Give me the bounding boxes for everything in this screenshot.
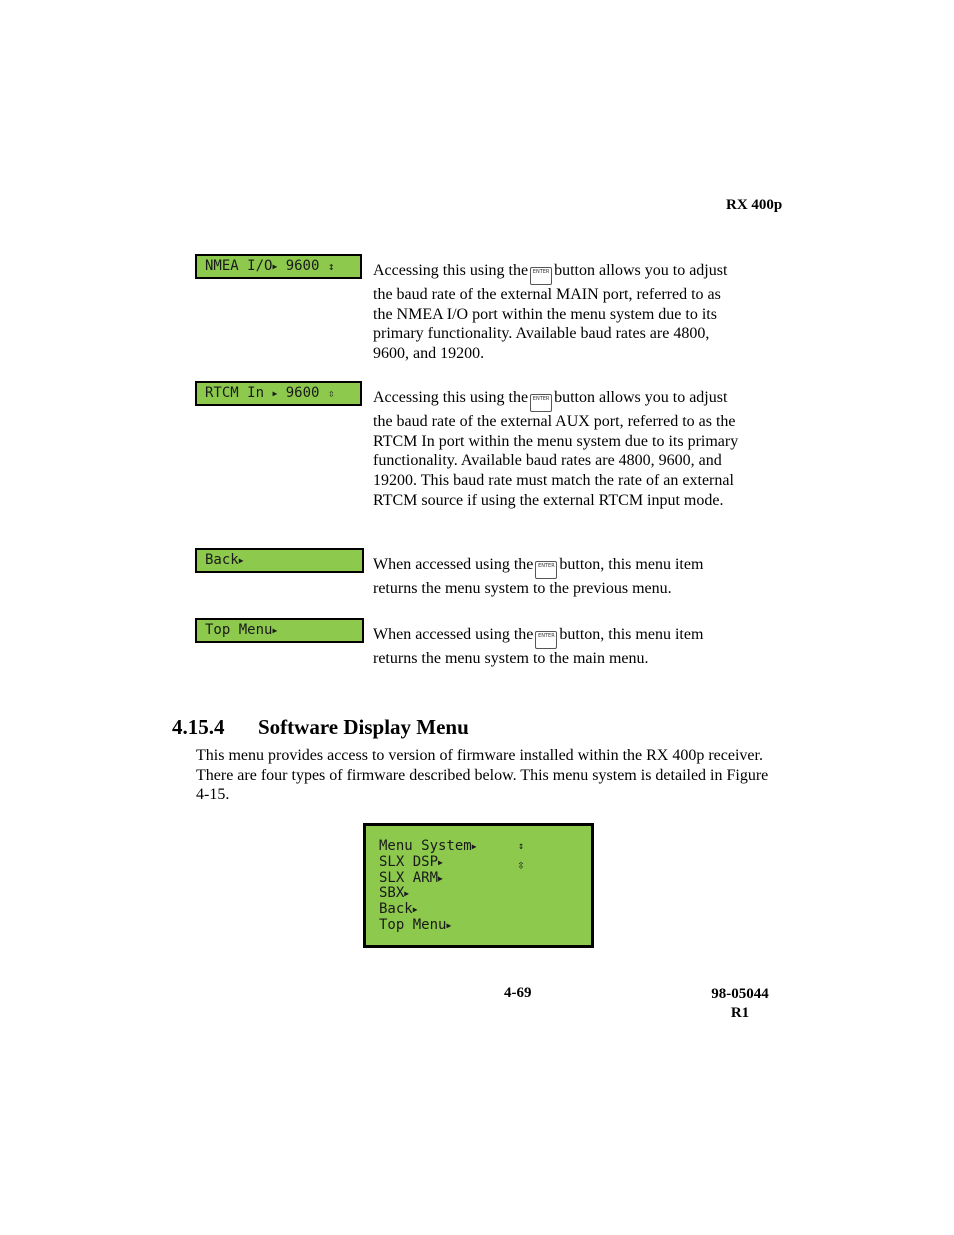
arrow-right-icon: ▶ <box>272 262 278 271</box>
desc-text: button, this menu item returns the menu system to the previous menu. <box>373 556 704 597</box>
lcd-line <box>379 871 591 887</box>
scroll-indicator-icon: ⇳ <box>517 858 525 873</box>
lcd-line <box>379 886 591 902</box>
lcd-back <box>195 548 364 573</box>
arrow-right-icon: ▶ <box>438 857 443 867</box>
lcd-line-text: SLX DSP <box>379 853 439 870</box>
document-number <box>700 985 780 1023</box>
doc-revision: R1 <box>730 1005 750 1021</box>
arrow-right-icon: ▶ <box>272 626 278 635</box>
lcd-line-text: Top Menu <box>379 916 447 933</box>
lcd-value: 9600 <box>285 258 320 274</box>
desc-text: When accessed using the <box>373 626 534 643</box>
lcd-label: Top Menu <box>205 622 273 638</box>
desc-nmea-io <box>373 261 743 364</box>
arrow-right-icon: ▶ <box>412 905 418 915</box>
enter-key-icon: ENTER <box>535 561 557 579</box>
up-down-icon: ↕ <box>327 260 335 273</box>
section-body: This menu provides access to version of firmware installed within the RX 400p receiver. There are four types of firmware described below. This menu system is detailed in Figure 4-15. <box>196 747 769 804</box>
lcd-line-text: SBX <box>379 885 405 902</box>
arrow-right-icon: ▶ <box>404 889 410 899</box>
desc-top-menu <box>373 625 743 669</box>
enter-key-icon: ENTER <box>535 631 557 649</box>
lcd-label: Back <box>205 552 239 568</box>
lcd-line-text: SLX ARM <box>379 869 439 886</box>
desc-back <box>373 555 743 599</box>
section-title: Software Display Menu <box>258 715 469 739</box>
lcd-line <box>379 902 591 918</box>
lcd-nmea-io <box>195 254 362 279</box>
lcd-value: 9600 <box>285 385 320 401</box>
enter-key-icon: ENTER <box>530 267 552 285</box>
lcd-software-menu <box>363 823 594 948</box>
arrow-right-icon: ▶ <box>238 556 244 565</box>
lcd-line <box>379 918 591 934</box>
arrow-right-icon: ▶ <box>471 842 477 851</box>
lcd-top-menu <box>195 618 364 643</box>
desc-text: Accessing this using the <box>373 262 529 279</box>
lcd-rtcm-in <box>195 381 362 406</box>
desc-text: button allows you to adjust the baud rate of the external AUX port, referred to as the RTCM In port within the menu system due to its primary functionality. Available baud rates are 4800, 9600, and 19200. This baud rate must match the rate of an external RTCM source if using the external RTCM input mode. <box>373 389 739 509</box>
section-heading <box>172 715 469 740</box>
lcd-label: RTCM In <box>205 385 265 401</box>
lcd-line-text: Menu System <box>379 838 472 854</box>
arrow-right-icon: ▶ <box>272 389 278 398</box>
arrow-right-icon: ▶ <box>446 920 452 930</box>
lcd-label: NMEA I/O <box>205 258 273 274</box>
page-number: 4-69 <box>504 985 532 1001</box>
desc-text: button, this menu item returns the menu system to the main menu. <box>373 626 704 667</box>
lcd-line <box>379 855 591 871</box>
desc-text: button allows you to adjust the baud rate of the external MAIN port, referred to as the NMEA I/O port within the menu system due to its primary functionality. Available baud rates are 4800, 9600, and 19200. <box>373 262 728 363</box>
enter-key-icon: ENTER <box>530 394 552 412</box>
desc-text: When accessed using the <box>373 556 534 573</box>
lcd-line <box>379 839 591 855</box>
doc-number: 98-05044 <box>711 986 769 1002</box>
arrow-right-icon: ▶ <box>438 873 443 883</box>
running-header: RX 400p <box>726 197 783 213</box>
lcd-line-text: Back <box>379 901 413 918</box>
up-down-icon: ↕ <box>518 841 525 852</box>
desc-rtcm-in <box>373 388 743 511</box>
section-number: 4.15.4 <box>172 715 225 739</box>
up-down-icon: ⇳ <box>327 387 335 400</box>
desc-text: Accessing this using the <box>373 389 529 406</box>
